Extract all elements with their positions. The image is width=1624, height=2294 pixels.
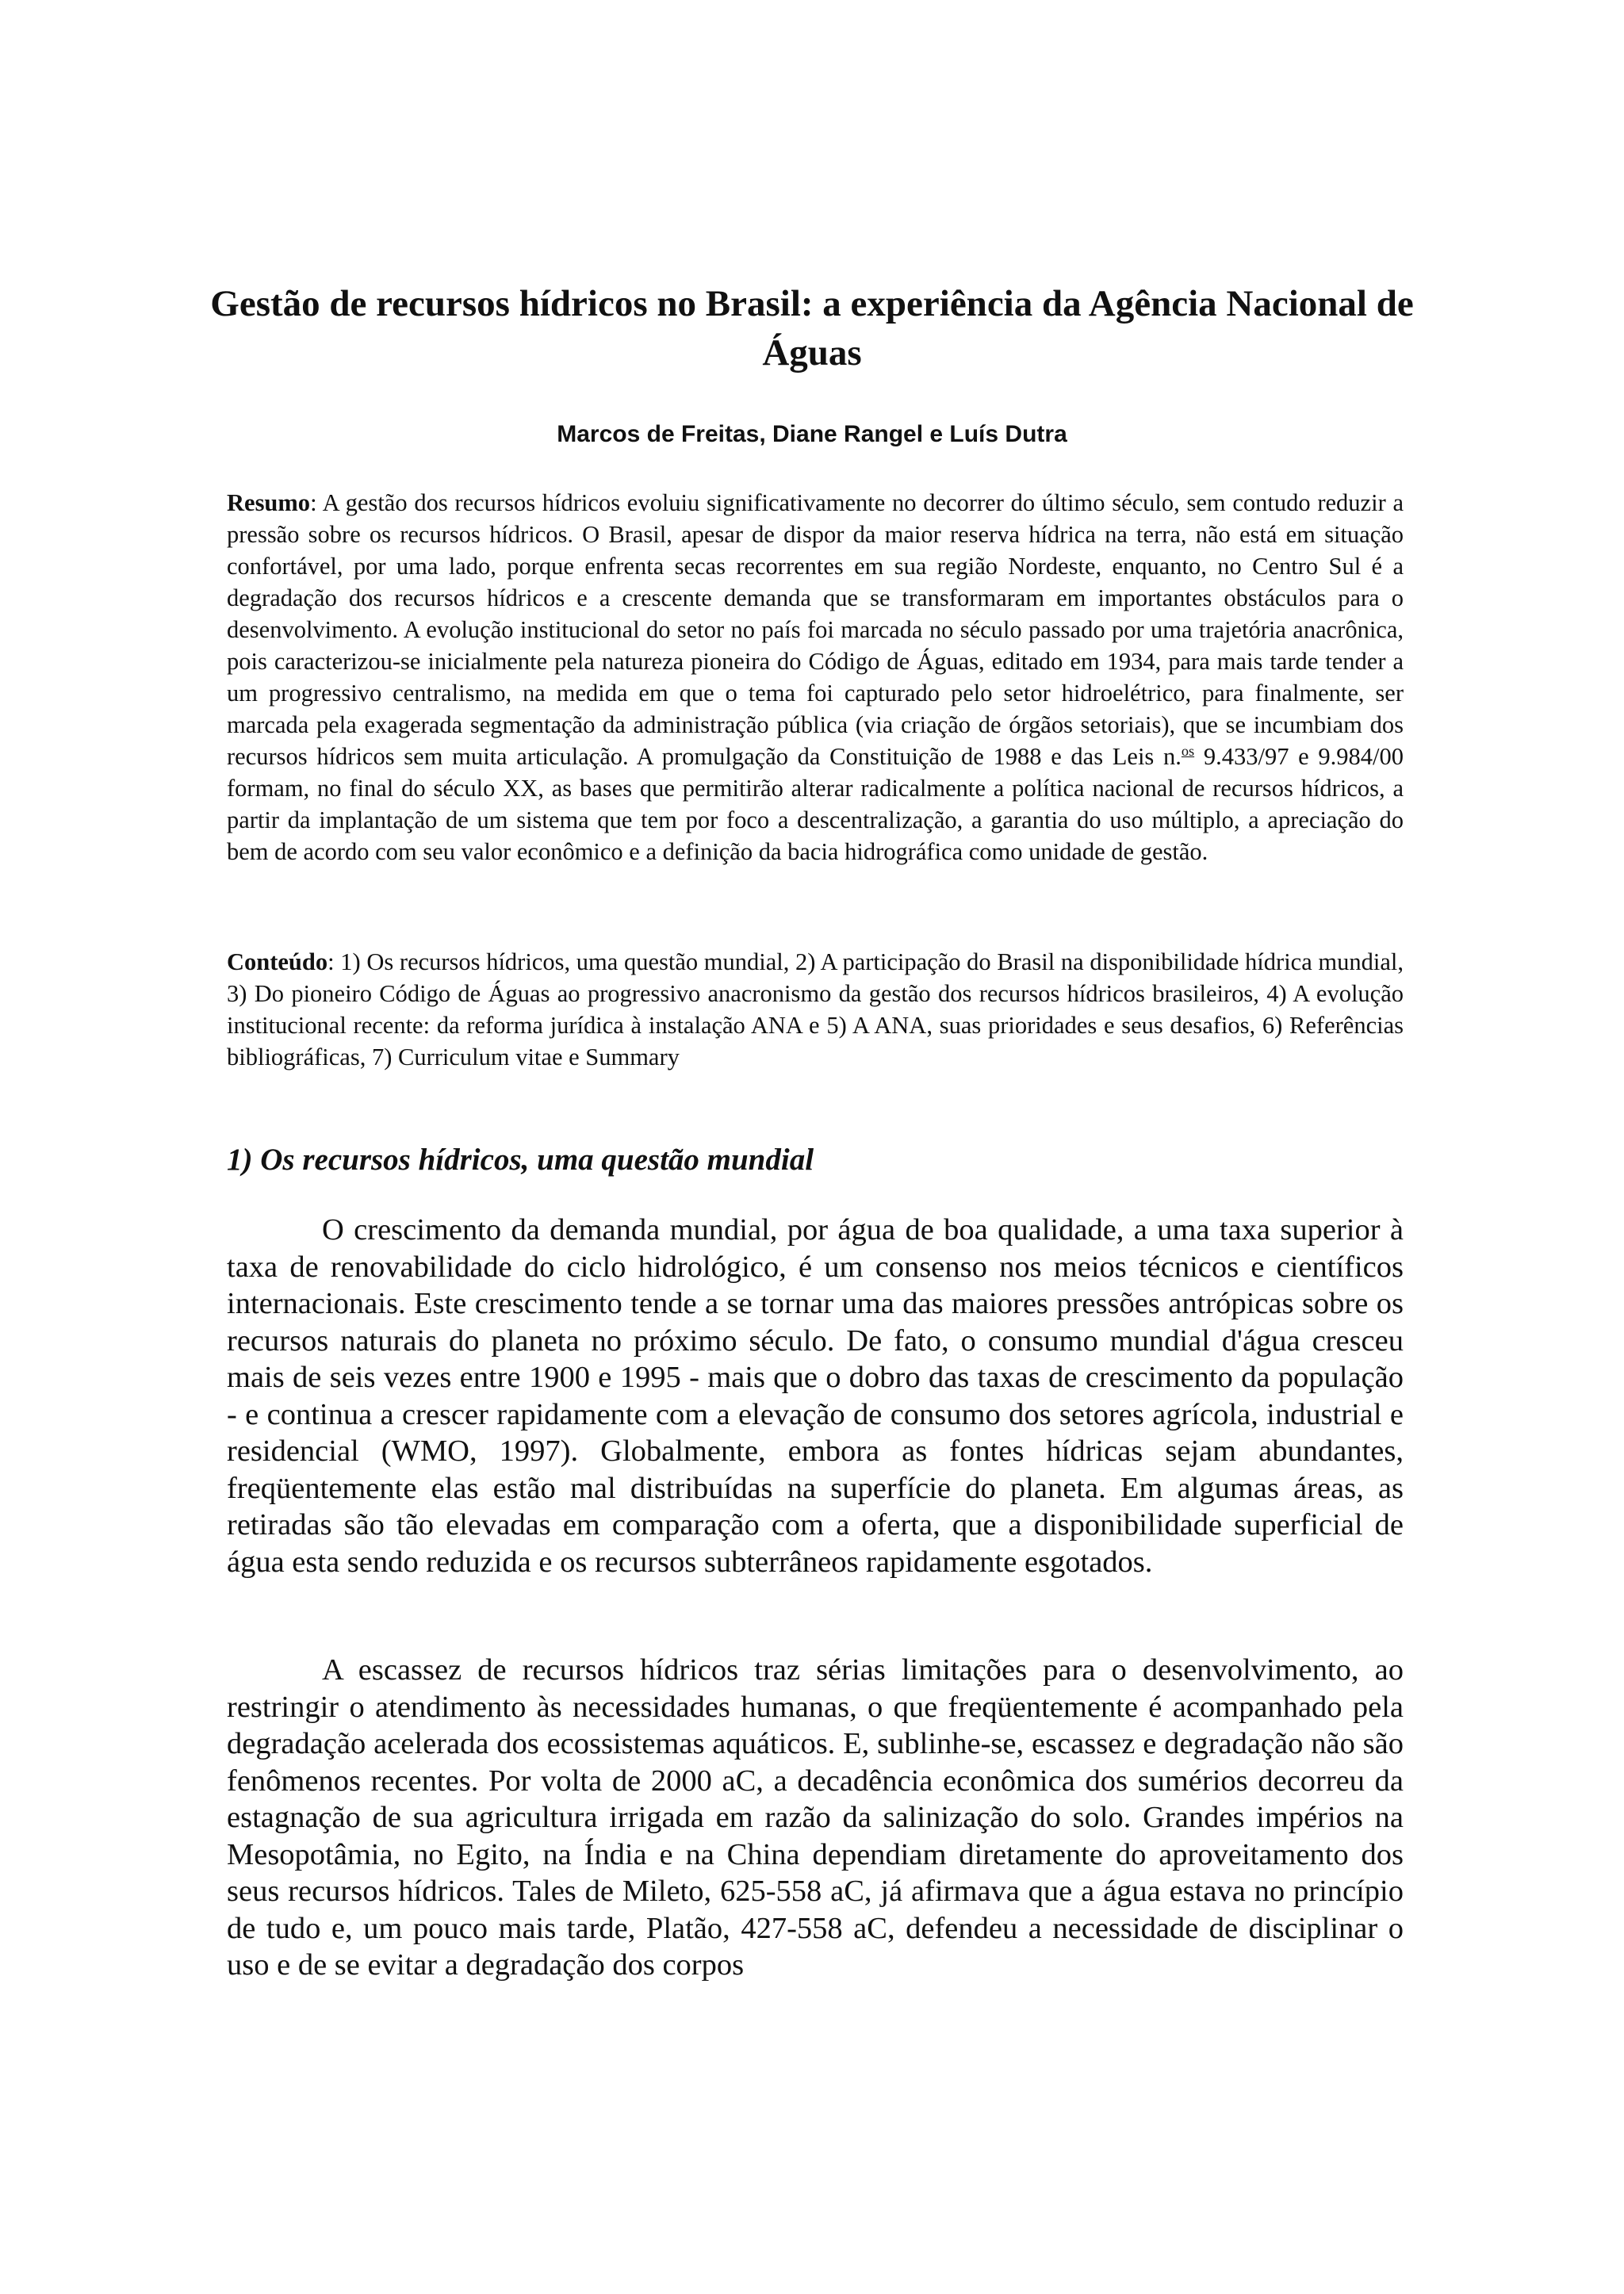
document-title: Gestão de recursos hídricos no Brasil: a experiência da Agência Nacional de Águas (210, 283, 1414, 373)
body-paragraph-2: A escassez de recursos hídricos traz sérias limitações para o desenvolvimento, ao restringir o atendimento às necessidades humanas, o que freqüentemente é acompanhado pela degradação acelerada dos ecossistemas aquáticos. E, sublinhe-se, escassez e degradação não são fenômenos recentes. Por volta de 2000 aC, a decadência econômica dos sumérios decorreu da estagnação de sua agricultura irrigada em razão da salinização do solo. Grandes impérios na Mesopotâmia, no Egito, na Índia e na China dependiam diretamente do aproveitamento dos seus recursos hídricos. Tales de Mileto, 625-558 aC, já afirmava que a água estava no princípio de tudo e, um pouco mais tarde, Platão, 427-558 aC, defendeu a necessidade de disciplinar o uso e de se evitar a degradação dos corpos (227, 1653, 1404, 1982)
abstract-paragraph (227, 487, 1404, 867)
body-paragraph-1: O crescimento da demanda mundial, por água de boa qualidade, a uma taxa superior à taxa de renovabilidade do ciclo hidrológico, é um consenso nos meios técnicos e científicos internacionais. Este crescimento tende a se tornar uma das maiores pressões antrópicas sobre os recursos naturais do planeta no próximo século. De fato, o consumo mundial d'água cresceu mais de seis vezes entre 1900 e 1995 - mais que o dobro das taxas de crescimento da população - e continua a crescer rapidamente com a elevação de consumo dos setores agrícola, industrial e residencial (WMO, 1997). Globalmente, embora as fontes hídricas sejam abundantes, freqüentemente elas estão mal distribuídas na superfície do planeta. Em algumas áreas, as retiradas são tão elevadas em comparação com a oferta, que a disponibilidade superficial de água esta sendo reduzida e os recursos subterrâneos rapidamente esgotados. (227, 1213, 1404, 1579)
contents-label: Conteúdo (227, 948, 328, 975)
abstract-label: Resumo (227, 489, 311, 516)
abstract-text-part1: : A gestão dos recursos hídricos evoluiu significativamente no decorrer do último século, sem contudo reduzir a pressão sobre os recursos hídricos. O Brasil, apesar de dispor da maior reserva hídrica na terra, não está em situação confortável, por uma lado, porque enfrenta secas recorrentes em sua região Nordeste, enquanto, no Centro Sul é a degradação dos recursos hídricos e a crescente demanda que se transformaram em importantes obstáculos para o desenvolvimento. A evolução institucional do setor no país foi marcada no século passado por uma trajetória anacrônica, pois caracterizou-se inicialmente pela natureza pioneira do Código de Águas, editado em 1934, para mais tarde tender a um progressivo centralismo, na medida em que o tema foi capturado pelo setor hidroelétrico, para finalmente, ser marcada pela exagerada segmentação da administração pública (via criação de órgãos setoriais), que se incumbiam dos recursos hídricos sem muita articulação. A promulgação da Constituição de 1988 e das Leis n. (227, 489, 1404, 770)
contents-text: : 1) Os recursos hídricos, uma questão mundial, 2) A participação do Brasil na disponibilidade hídrica mundial, 3) Do pioneiro Código de Águas ao progressivo anacronismo da gestão dos recursos hídricos brasileiros, 4) A evolução institucional recente: da reforma jurídica à instalação ANA e 5) A ANA, suas prioridades e seus desafios, 6) Referências bibliográficas, 7) Curriculum vitae e Summary (227, 948, 1404, 1070)
abstract-text-part2: 9.433/97 e 9.984/00 formam, no final do século XX, as bases que permitirão alterar radicalmente a política nacional de recursos hídricos, a partir da implantação de um sistema que tem por foco a descentralização, a garantia do uso múltiplo, a apreciação do bem de acordo com seu valor econômico e a definição da bacia hidrográfica como unidade de gestão. (227, 743, 1404, 865)
contents-paragraph (227, 946, 1404, 1073)
section-heading: 1) Os recursos hídricos, uma questão mundial (227, 1143, 814, 1177)
abstract-superscript: os (1181, 742, 1195, 759)
authors-line: Marcos de Freitas, Diane Rangel e Luís Dutra (557, 421, 1067, 447)
